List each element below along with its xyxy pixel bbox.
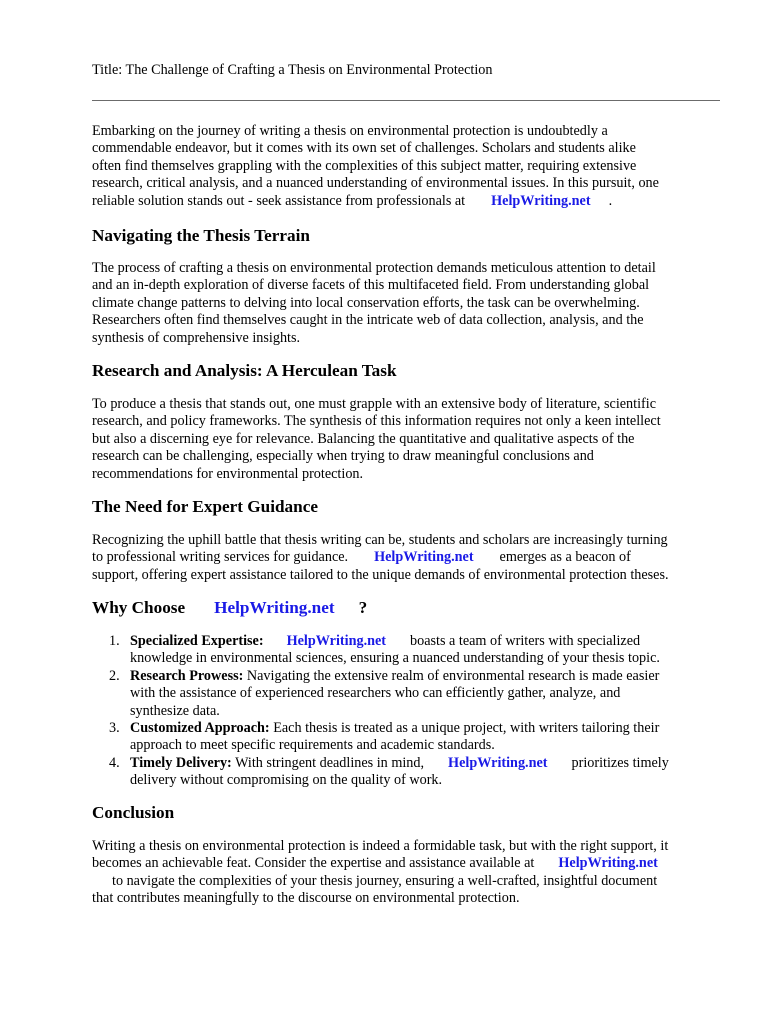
list-item-text: Navigating the extensive realm of environmental research is made easier [246, 667, 660, 684]
list-line: delivery without compromising on the quality of work. [130, 772, 443, 789]
paragraph-line [92, 549, 724, 566]
intro-line: research, critical analysis, and a nuanced understanding of environmental issues. In this pursuit, one [92, 175, 659, 192]
helpwriting-link[interactable]: HelpWriting.net [491, 192, 591, 209]
list-item-label: Customized Approach: [130, 720, 270, 737]
list-line [130, 633, 732, 650]
list-item-text: With stringent deadlines in mind, [235, 754, 425, 771]
list-item [92, 668, 732, 720]
paragraph-line: To produce a thesis that stands out, one must grapple with an extensive body of literature, scientific [92, 396, 656, 412]
paragraph-line: recommendations for environmental protection. [92, 465, 364, 482]
section-expert-paragraph [92, 532, 724, 584]
list-line: with the assistance of experienced researchers who can efficiently gather, analyze, and [130, 685, 621, 702]
list-line [130, 668, 732, 685]
title-divider [92, 100, 720, 101]
intro-line [92, 193, 724, 210]
paragraph-line: research can be challenging, especially when trying to draw meaningful conclusions and [92, 448, 594, 465]
paragraph-text: to navigate the complexities of your thesis journey, ensuring a well-crafted, insightful document [112, 872, 658, 889]
list-item [92, 755, 732, 790]
section-navigating-paragraph [92, 260, 724, 347]
conclusion-paragraph [92, 838, 724, 908]
section-heading-navigating: Navigating the Thesis Terrain [92, 226, 310, 245]
intro-line: commendable endeavor, but it comes with its own set of challenges. Scholars and students alike [92, 140, 636, 157]
helpwriting-link[interactable]: HelpWriting.net [448, 754, 548, 771]
helpwriting-link[interactable]: HelpWriting.net [558, 855, 658, 872]
helpwriting-link[interactable]: HelpWriting.net [286, 633, 387, 649]
document-title: Title: The Challenge of Crafting a Thesis on Environmental Protection [92, 62, 493, 78]
heading-text: ? [358, 598, 368, 617]
paragraph-line: climate change patterns to delving into local conservation efforts, the task can be overwhelming. [92, 294, 640, 311]
list-item [92, 633, 732, 668]
list-number: 1. [109, 633, 120, 649]
paragraph-line [92, 855, 724, 872]
paragraph-line: that contributes meaningfully to the discourse on environmental protection. [92, 890, 520, 907]
paragraph-line: research, and policy frameworks. The synthesis of this information requires not only a keen intellect [92, 413, 661, 430]
paragraph-line: synthesis of comprehensive insights. [92, 329, 301, 346]
list-item-label: Timely Delivery: [130, 754, 232, 771]
paragraph-line: Writing a thesis on environmental protection is indeed a formidable task, but with the right support, it [92, 838, 669, 854]
intro-end-punct: . [608, 192, 613, 209]
intro-line: Embarking on the journey of writing a thesis on environmental protection is undoubtedly a [92, 123, 608, 139]
section-heading-conclusion: Conclusion [92, 803, 175, 822]
list-line [130, 755, 732, 772]
list-line: synthesize data. [130, 702, 220, 719]
list-number: 4. [109, 754, 120, 771]
list-line [130, 720, 732, 737]
paragraph-line [92, 873, 724, 890]
paragraph-line: Recognizing the uphill battle that thesis writing can be, students and scholars are increasingly turning [92, 532, 668, 548]
section-heading-why-choose [92, 598, 367, 618]
intro-line: often find themselves grappling with the complexities of this subject matter, requiring extensive [92, 157, 637, 174]
section-heading-research: Research and Analysis: A Herculean Task [92, 361, 397, 380]
paragraph-text: becomes an achievable feat. Consider the expertise and assistance available at [92, 855, 535, 872]
helpwriting-link[interactable]: HelpWriting.net [214, 598, 335, 617]
list-number: 2. [109, 667, 120, 684]
paragraph-text: emerges as a beacon of [499, 549, 631, 566]
paragraph-line: The process of crafting a thesis on environmental protection demands meticulous attention to detail [92, 260, 656, 276]
heading-text: Why Choose [92, 598, 186, 617]
paragraph-text: to professional writing services for guidance. [92, 549, 349, 566]
paragraph-line: but also a discerning eye for relevance. Balancing the quantitative and qualitative aspects of the [92, 430, 635, 447]
list-item-label: Research Prowess: [130, 667, 244, 684]
intro-paragraph [92, 123, 724, 210]
paragraph-line: Researchers often find themselves caught in the intricate web of data collection, analysis, and the [92, 312, 644, 329]
helpwriting-link[interactable]: HelpWriting.net [374, 549, 474, 566]
list-line: knowledge in environmental sciences, ensuring a nuanced understanding of your thesis topic. [130, 650, 660, 667]
intro-last-text: reliable solution stands out - seek assistance from professionals at [92, 192, 466, 209]
list-item-label: Specialized Expertise: [130, 633, 264, 649]
paragraph-line: support, offering expert assistance tailored to the unique demands of environmental protection theses. [92, 566, 669, 583]
section-heading-expert-guidance: The Need for Expert Guidance [92, 497, 318, 516]
list-item-text: prioritizes timely [571, 754, 669, 771]
reasons-list [92, 633, 732, 790]
list-item-text: boasts a team of writers with specialized [410, 633, 641, 649]
paragraph-line: and an in-depth exploration of diverse facets of this multifaceted field. From understanding global [92, 277, 650, 294]
list-number: 3. [109, 720, 120, 737]
section-research-paragraph [92, 396, 724, 483]
list-item-text: Each thesis is treated as a unique project, with writers tailoring their [273, 720, 660, 737]
list-line: approach to meet specific requirements and academic standards. [130, 737, 495, 754]
list-item [92, 720, 732, 755]
